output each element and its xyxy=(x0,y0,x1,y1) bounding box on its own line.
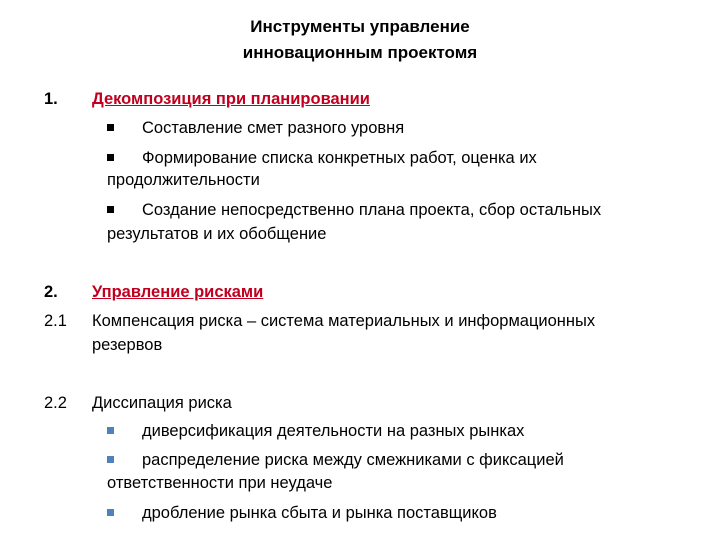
section-1-number: 1. xyxy=(44,90,58,108)
title-line-1: Инструменты управление xyxy=(250,17,470,36)
square-bullet-icon xyxy=(107,456,114,463)
slide-title xyxy=(0,14,720,66)
title-line-2: инновационным проектомя xyxy=(242,43,478,62)
subsection-2-2-number: 2.2 xyxy=(44,394,67,412)
subsection-2-1-continuation: резервов xyxy=(92,336,163,354)
list-item-continuation: ответственности при неудаче xyxy=(107,474,333,492)
list-item-continuation: результатов и их обобщение xyxy=(107,225,327,243)
section-2-heading: Управление рисками xyxy=(92,283,264,301)
list-item-continuation: продолжительности xyxy=(107,171,260,189)
square-bullet-icon xyxy=(107,124,114,131)
subsection-2-1-number: 2.1 xyxy=(44,312,67,330)
subsection-2-1-text: Компенсация риска – система материальных и информационных xyxy=(92,312,596,330)
section-2-number: 2. xyxy=(44,283,58,301)
square-bullet-icon xyxy=(107,427,114,434)
square-bullet-icon xyxy=(107,154,114,161)
square-bullet-icon xyxy=(107,206,114,213)
subsection-2-2-text: Диссипация риска xyxy=(92,394,232,412)
square-bullet-icon xyxy=(107,509,114,516)
section-1-heading: Декомпозиция при планировании xyxy=(92,90,370,108)
